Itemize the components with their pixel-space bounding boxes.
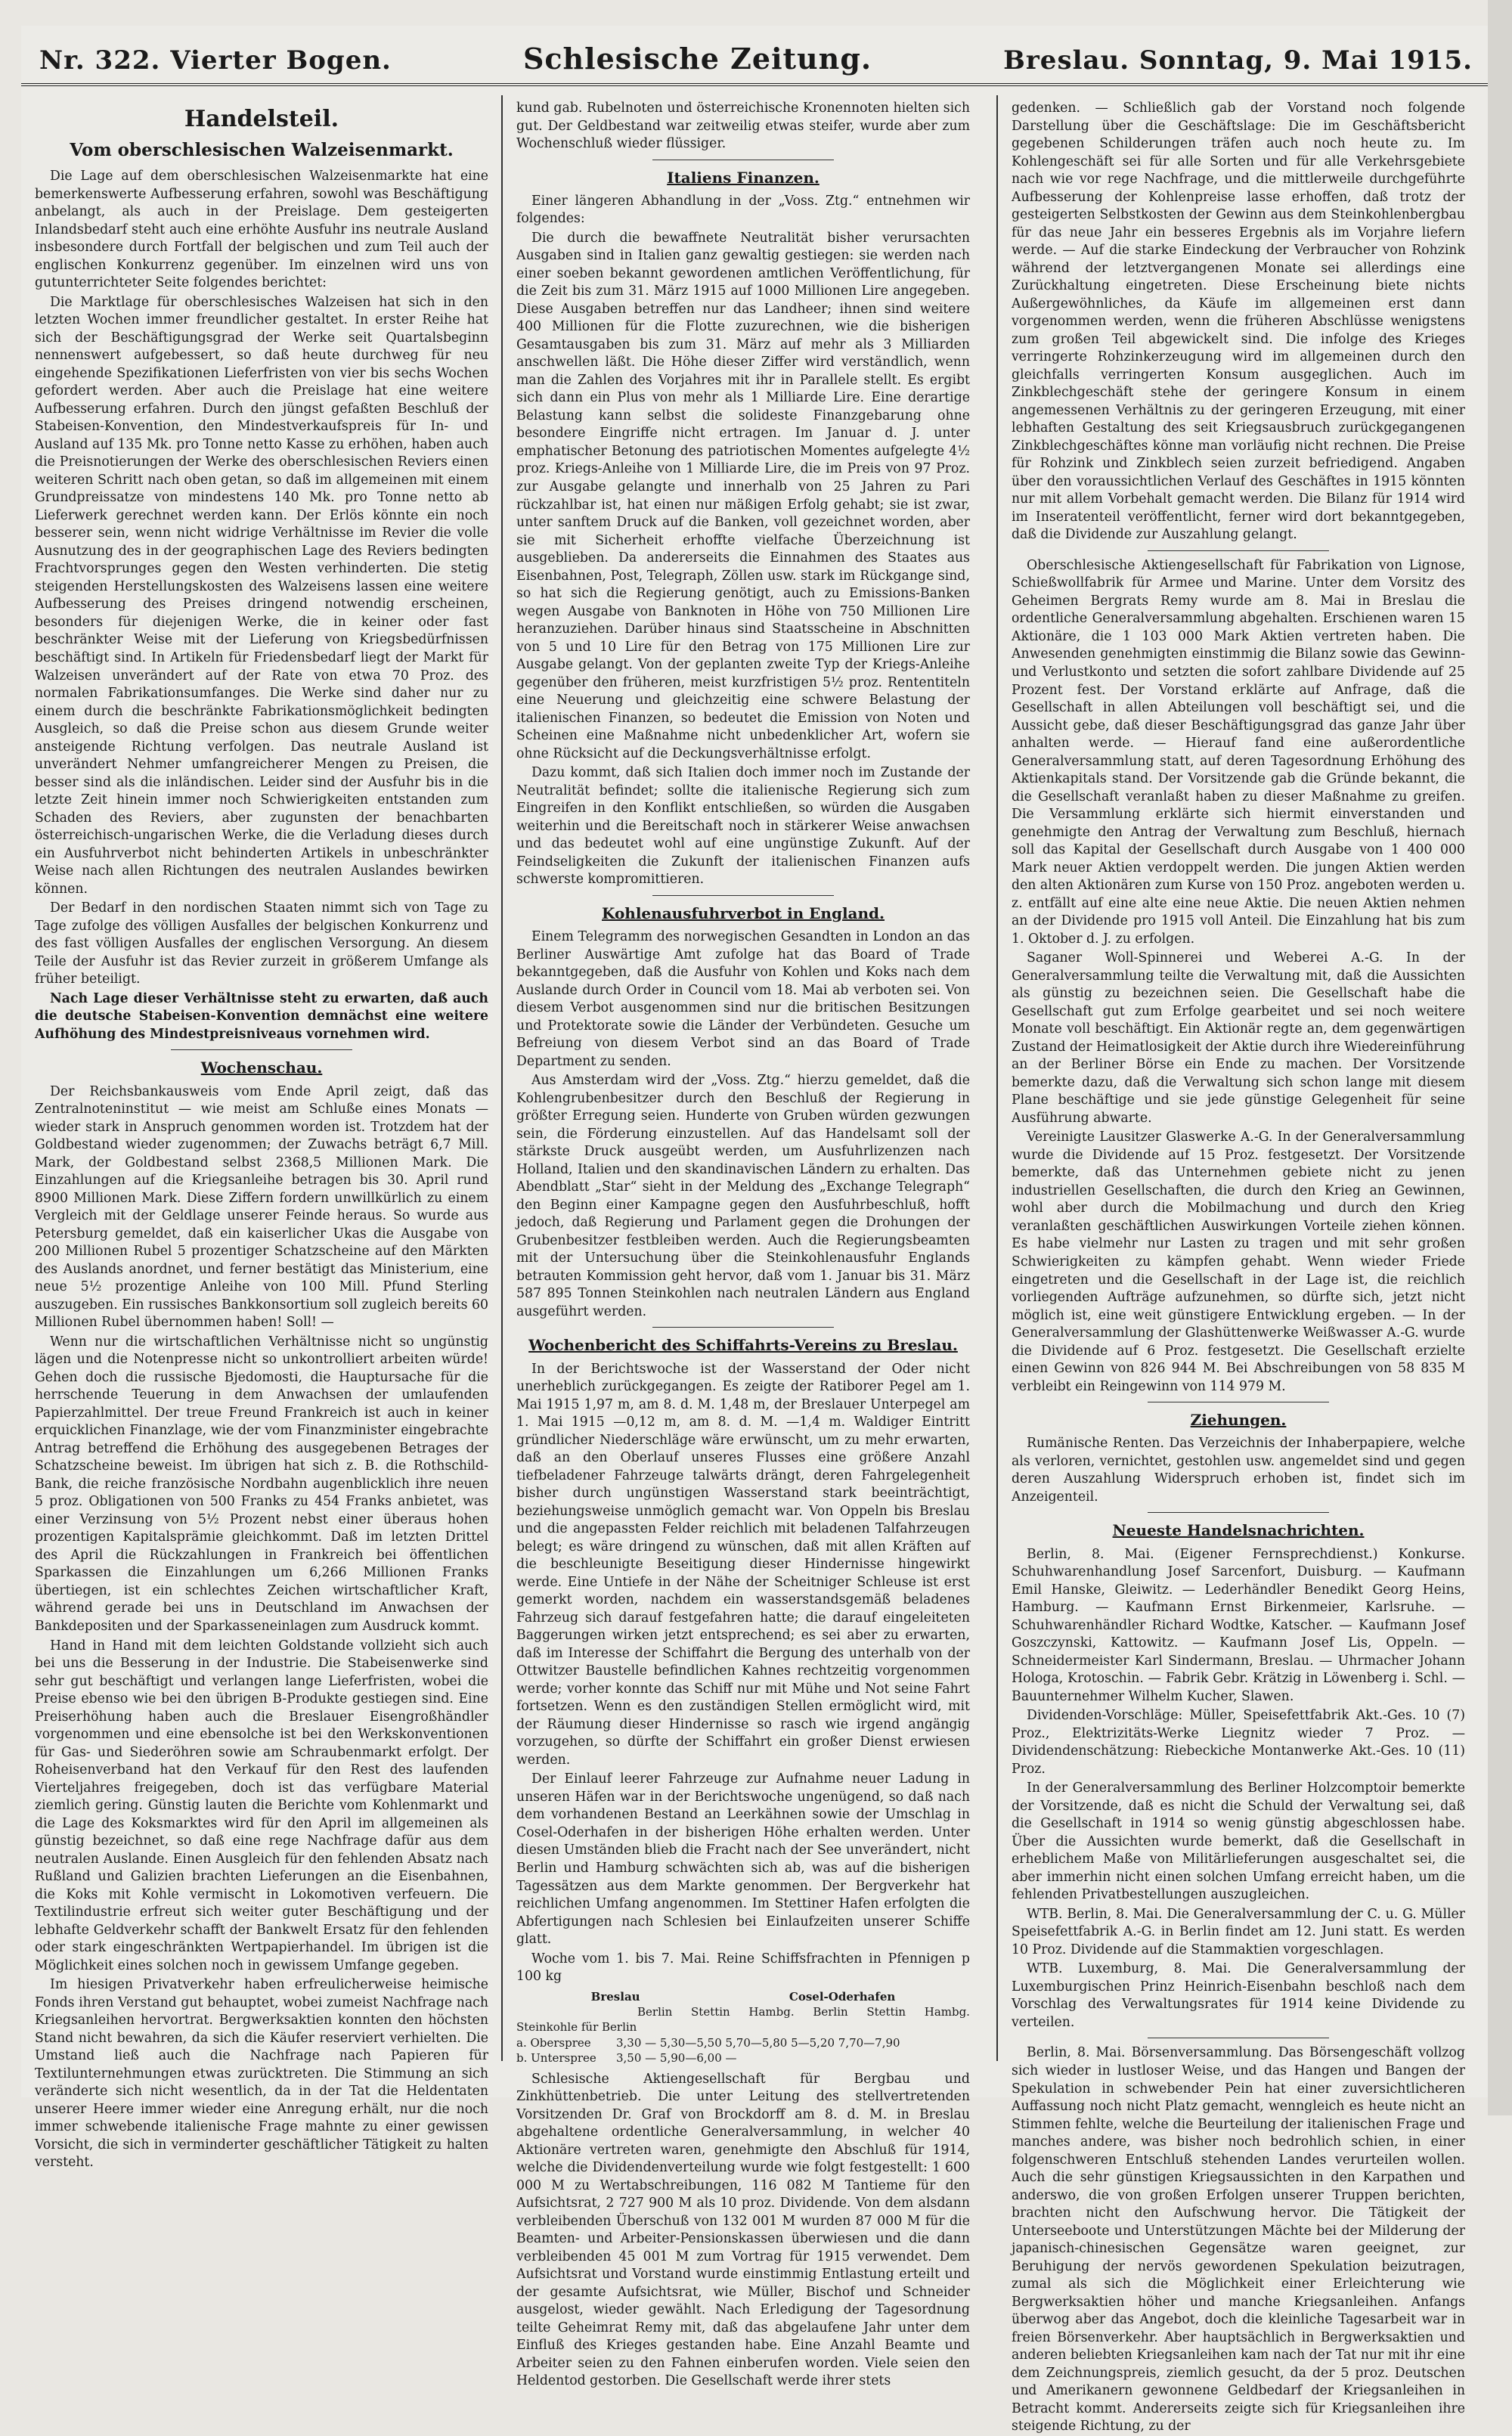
article-paragraph: Berlin, 8. Mai. Börsenversammlung. Das Börsengeschäft vollzog sich wieder in lustloser Weise, und das Hangen und Bangen der Spekulation in schwebender Pein hat einer zuversichtlicheren Auffassung noch nicht Platz gemacht, wenngleich es heute nicht an Stimmen fehlte, welche die Beurteilung der italienischen Frage und manches andere, was bisher noch bedrohlich schien, in einer folgenschweren Entschluß stehenden Landes verurteilen wollen. Auch die sehr günstigen Kriegsaussichten in den Karpathen und anderswo, die von großen Erfolgen unserer Truppen berichten, brachten nicht den Aufschwung hervor. Die Tätigkeit der Unterseeboote und Unterstützungen Mächte bei der Milderung der japanisch-chinesischen Gegensätze waren geeignet, zur Beruhigung der nervös gewordenen Spekulation beizutragen, zumal als sich die Möglichkeit einer Erleichterung wie Bergwerksaktien höher und manche Kriegsanleihen. Anfangs überwog aber das Angebot, doch die kleinliche Tagesarbeit war in freien Börsenverkehr. Aber hauptsächlich in Bergwerksaktien und anderen beliebten Kriegsanleihen kam nach der Tat nur mit ihr eine dem Zeichnungspreis, ziemlich gesucht, da der 5 proz. Deutschen und Amerikanern gewonnene Geldbedarf der Kriegsanleihen in Betracht kommt. Andererseits zeigte sich für Kriegsanleihen ihre steigende Richtung, zu der (1012, 2045, 1465, 2434)
article-paragraph: In der Berichtswoche ist der Wasserstand der Oder nicht unerheblich zurückgegangen. Es zeigte der Ratiborer Pegel am 1. Mai 1915 1,97 m, am 8. d. M. 1,48 m, der Breslauer Unterpegel am 1. Mai 1915 —0,12 m, am 8. d. M. —1,4 m. Waldiger Eintritt gründlicher Niederschläge wäre erwünscht, um zu mehr erwarten, daß an den Oberlauf unseres Flusses eine größere Anzahl tiefbeladener Fahrzeuge talwärts drängt, deren Fahrgelegenheit bisher durch ungünstigen Wasserstand stark beeinträchtigt, beziehungsweise unmöglich gemacht war. Von Oppeln bis Breslau und die angepassten Felder reichlich mit beladenen Talfahrzeugen belegt; es wäre dringend zu wünschen, daß mit allen Kräften auf die beschleunigte Beseitigung dieser Hindernisse hingewirkt werde. Eine Untiefe in der Nähe der Scheitniger Schleuse ist erst gemerkt worden, nachdem ein wasserstandsgemäß beladenes Fahrzeug sich darauf festgefahren hatte; die darauf eingeleiteten Baggerungen wirken jetzt entsprechend; es sei aber zu erwarten, daß im Interesse der Schiffahrt die Bergung des unterhalb von der Ottwitzer Baustelle befindlichen Kahnes rechtzeitig vorgenommen werde; vorher konnte das Schiff nur mit Mühe und Not seine Fahrt fortsetzen. Wenn es den zuständigen Stellen ermöglicht wird, mit der Räumung dieser Hindernisse so rasch wie irgend angängig vorzugehen, so dürfte der Schiffahrt ein großer Dienst erwiesen werden. (516, 1361, 970, 1768)
column-rule (501, 95, 503, 2061)
article-paragraph: Schlesische Aktiengesellschaft für Bergbau und Zinkhüttenbetrieb. Die unter Leitung des stellvertretenden Vorsitzenden Dr. Graf von Brockdorff am 8. d. M. in Breslau abgehaltene ordentliche Generalversammlung, in welcher 40 Aktionäre vertreten waren, genehmigte den Abschluß für 1914, welche die Dividendenverteilung wurde wie folgt festgestellt: 1 600 000 M zu Wertabschreibungen, 116 082 M Tantieme für den Aufsichtsrat, 2 727 900 M als 10 proz. Dividende. Von dem alsdann verbleibenden Überschuß von 132 001 M wurden 87 000 M für die Beamten- und Arbeiter-Pensionskassen überwiesen und die dann verbleibenden 45 001 M zum Vortrag für 1915 verwendet. Dem Aufsichtsrat und Vorstand wurde einstimmig Entlastung erteilt und der gesamte Aufsichtsrat, wie Müller, Bischof und Schneider ausgelost, wieder gewählt. Nach Erledigung der Tagesordnung teilte Geheimrat Remy mit, daß das abgelaufene Jahr unter dem Einfluß des Krieges gestanden habe. Eine Anzahl Beamte und Arbeiter seien zu den Fahnen einberufen worden. Viele seien den Heldentod gestorben. Die Gesellschaft werde ihrer stets (516, 2071, 970, 2389)
section-title: Handelsteil. (184, 106, 339, 132)
freight-col-header: Stettin (866, 2005, 906, 2019)
freight-col-header: Stettin (691, 2005, 730, 2019)
article-paragraph: Dividenden-Vorschläge: Müller, Speisefettfabrik Akt.-Ges. 10 (7) Proz., Elektrizitäts-Werke Liegnitz wieder 7 Proz. — Dividendenschätzung: Riebeckiche Montanwerke Akt.-Ges. 10 (11) Proz. (1012, 1708, 1465, 1777)
freight-row-values: 3,30 — 5,30—5,50 5,70—5,80 5—5,20 7,70—7,90 (616, 2035, 900, 2050)
article-paragraph: Hand in Hand mit dem leichten Goldstande vollzieht sich auch bei uns die Besserung in der Industrie. Die Stabeisenwerke sind sehr gut beschäftigt und verlangen lange Lieferfristen, wobei die Preise ebenso wie bei den übrigen B-Produkte gestiegen sind. Eine Preiserhöhung haben auch die Breslauer Eisengroßhändler vorgenommen und eine ebensolche ist bei den Werkskonventionen für Gas- und Siederöhren sowie am Schraubenmarkt erfolgt. Der Roheisenverband hat den Verkauf für den Rest des laufenden Vierteljahres freigegeben, doch ist das verfügbare Material ziemlich gering. Günstig lauten die Berichte vom Kohlenmarkt und die Lage des Koksmarktes wird für den April im allgemeinen als günstig bezeichnet, so daß eine rege Nachfrage dafür aus dem neutralen Auslande. Einen Ausgleich für den fehlenden Absatz nach Rußland und Galizien brachten Lieferungen an die Eisenbahnen, die Koks mit Kohle vermischt in Lokomotiven verfeuern. Die Textilindustrie erfreut sich weiter guter Beschäftigung und der lebhafte Geldverkehr schafft der Bankwelt Ersatz für den fehlenden oder stark eingeschränkten Wertpapierhandel. Im übrigen ist die Möglichkeit eines solchen noch in gewissem Umfange gegeben. (35, 1638, 488, 1973)
freight-row (516, 2035, 970, 2050)
article-paragraph: Der Einlauf leerer Fahrzeuge zur Aufnahme neuer Ladung in unseren Häfen war in der Berichtswoche ungenügend, so daß nach dem vorhandenen Bestand an Leerkähnen sowie der Umschlag in Cosel-Oderhafen in der bisherigen Höhe erhalten werden. Unter diesen Umständen blieb die Fracht nach der See unverändert, nicht Berlin und Hamburg schwächten sich ab, was auf die bisherigen Tagessätzen aus dem Markte genommen. Der Bergverkehr hat reichlichen Umfang angenommen. Im Stettiner Hafen erfolgten die Abfertigungen nach Schlesien bei Einlaufzeiten unserer Schiffe glatt. (516, 1771, 970, 1948)
column-1 (35, 100, 488, 2171)
article-paragraph: Rumänische Renten. Das Verzeichnis der Inhaberpapiere, welche als verloren, vernichtet, gestohlen usw. angemeldet sind und gegen deren Auszahlung Widerspruch erhoben ist, findet sich im Anzeigenteil. (1012, 1436, 1465, 1505)
masthead (21, 26, 1491, 86)
article-title: Ziehungen. (1190, 1411, 1287, 1430)
article-paragraph: Aus Amsterdam wird der „Voss. Ztg.“ hierzu gemeldet, daß die Kohlengrubenbesitzer durch den Beschluß der Regierung in größter Erregung seien. Hunderte von Gruben würden gezwungen sein, die Förderung einzustellen. Auf das Handelsamt soll der stärkste Druck ausgeübt werden, um Ausfuhrlizenzen nach Holland, Italien und den skandinavischen Ländern zu erhalten. Das Abendblatt „Star“ sieht in der Meldung des „Exchange Telegraph“ den Beginn einer Kampagne gegen den Ausfuhrbeschluß, hofft jedoch, daß Regierung und Parlament gegen die Drohungen der Grubenbesitzer festbleiben werden. Auch die Regierungsbeamten mit der Untersuchung über die Steinkohlenausfuhr Englands betrauten Kommission geht hervor, daß vom 1. Januar bis 31. März 587 895 Tonnen Steinkohlen nach neutralen Ländern aus England ausgeführt werden. (516, 1073, 970, 1319)
article-paragraph: In der Generalversammlung des Berliner Holzcomptoir bemerkte der Vorsitzende, daß es nicht die Schuld der Verwaltung sei, daß die Gesellschaft in 1914 so wenig günstig abgeschlossen habe. Über die Aussichten wurde bemerkt, daß die Gesellschaft in erheblichem Maße von Militärlieferungen ausgeschaltet sei, die aber immerhin nicht einen solchen Umfang erreicht haben, um die fehlenden Privatbestellungen auszugleichen. (1012, 1781, 1465, 1903)
article-paragraph: Woche vom 1. bis 7. Mai. Reine Schiffsfrachten in Pfennigen p 100 kg (516, 1951, 970, 1985)
article-paragraph: Saganer Woll-Spinnerei und Weberei A.-G. In der Generalversammlung teilte die Verwaltung mit, daß die Aussichten als günstig zu bezeichnen seien. Die Gesellschaft habe die Gesellschaft gut zum Erfolge gearbeitet und sei noch weitere Monate voll beschäftigt. Ein Aktionär regte an, dem gegenwärtigen Zustand der Heimatlosigkeit der Aktie durch ihre Wiedereinführung an der Berliner Börse ein Ende zu machen. Der Vorsitzende bemerkte dazu, daß die Verwaltung sich schon lange mit diesem Plane beschäftige und sie jede günstige Gelegenheit für seine Ausführung abwarte. (1012, 950, 1465, 1126)
freight-row (516, 2050, 970, 2066)
article-paragraph: gedenken. — Schließlich gab der Vorstand noch folgende Darstellung über die Geschäftslage: Die im Geschäftsbericht gegebenen Schilderungen träfen auch noch heute zu. Im Kohlengeschäft sei für alle Sorten und für alle Verkehrsgebiete nach wie vor rege Nachfrage, und die mittlerweile durchgeführte Aufbesserung der Kohlenpreise lasse erhoffen, daß trotz der gesteigerten Selbstkosten der Gewinn aus dem Steinkohlenbergbau für das neue Jahr ein besseres Ergebnis als im Vorjahre liefern werde. — Auf die starke Eindeckung der Verbraucher von Rohzink während der letztvergangenen Monate sei allerdings eine Zurückhaltung eingetreten. Diese Erscheinung biete nichts Außergewöhnliches, da Käufe im allgemeinen erst dann vorgenommen werden, wenn die früheren Abschlüsse wenigstens zum großen Teil abgewickelt sind. Die infolge des Krieges verringerte Rohzinkerzeugung wird im allgemeinen durch den gleichfalls verringerten Konsum ausgeglichen. Auch im Zinkblechgeschäft stehe der geringere Konsum in einem angemessenen Verhältnis zu der geringeren Erzeugung, mit einer lebhaften Gestaltung des seit Kriegsausbruch zurückgegangenen Zinkblechgeschäftes könne man vorläufig nicht rechnen. Die Preise für Rohzink und Zinkblech seien zurzeit befriedigend. Angaben über den voraussichtlichen Verlauf des Geschäftes in 1915 könnten nur mit allem Vorbehalt gemacht werden. Die Bilanz für 1914 wird im Inseratenteil veröffentlicht, ferner wird dort bekanntgegeben, daß die Dividende zur Auszahlung gelangt. (1012, 101, 1465, 543)
article-paragraph: Einer längeren Abhandlung in der „Voss. Ztg.“ entnehmen wir folgendes: (516, 193, 970, 227)
article-paragraph: Wenn nur die wirtschaftlichen Verhältnisse nicht so ungünstig lägen und die Notenpresse nicht so unkontrolliert arbeiten würde! Gehen doch die russische Bjedomosti, die Hauptursache für die herrschende Teuerung in dem Anwachsen der umlaufenden Papierzahlmittel. Der treue Freund Frankreich ist auch in keiner erquicklichen Finanzlage, wie der vom Finanzminister eingebrachte Antrag betreffend die Erhöhung des ausgegebenen Betrages der Schatzscheine beweist. Im übrigen hat sich z. B. die Rothschild-Bank, die reiche französische Nordbahn augenblicklich ihre neuen 5 proz. Obligationen von 500 Franks zu 454 Franks anbietet, was einer Verzinsung von 5½ Prozent nebst einer überaus hohen prozentigen Kapitalsprämie gleichkommt. Daß im letzten Drittel des April die Rückzahlungen in Frankreich bei öffentlichen Sparkassen die Einzahlungen um 6,266 Millionen Franks übertiegen, ist ein schlechtes Zeichen wirtschaftlicher Kraft, während gerade bei uns in Deutschland im Anwachsen der Bankdepositen und der Sparkasseneinlagen zum Ausdruck kommt. (35, 1334, 488, 1634)
divider (652, 1327, 834, 1328)
article-paragraph: Oberschlesische Aktiengesellschaft für Fabrikation von Lignose, Schießwollfabrik für Armee und Marine. Unter dem Vorsitz des Geheimen Bergrats Remy wurde am 8. Mai in Breslau die ordentliche Generalversammlung abgehalten. Erschienen waren 15 Aktionäre, die 1 103 000 Mark Aktien vertreten haben. Die Anwesenden genehmigten einstimmig die Bilanz sowie das Gewinn- und Verlustkonto und setzten die sofort zahlbare Dividende auf 25 Prozent fest. Der Vorstand erklärte auf Anfrage, daß die Gesellschaft in allen Abteilungen voll beschäftigt sei, und die Aussicht gebe, daß dieser Beschäftigungsgrad das ganze Jahr über anhalten werde. — Hierauf fand eine außerordentliche Generalversammlung statt, auf deren Tagesordnung Erhöhung des Aktienkapitals stand. Der Vorsitzende gab die Gründe bekannt, die die Gesellschaft veranlaßt haben zu dieser Maßnahme zu greifen. Die Versammlung erklärte sich hiermit einverstanden und genehmigte den Antrag der Verwaltung zum Beschluß, hiernach soll das Kapital der Gesellschaft durch Ausgabe von 1 400 000 Mark neuer Aktien verdoppelt werden. Die jungen Aktien werden den alten Aktionären zum Kurse von 150 Proz. angeboten werden u. z. entfällt auf eine alte eine neue Aktie. Die neuen Aktien nehmen an der Dividende pro 1915 voll Anteil. Die Einzahlung hat bis zum 1. Oktober d. J. zu erfolgen. (1012, 557, 1465, 947)
paper-name: Schlesische Zeitung. (522, 42, 872, 76)
freight-col-header: Berlin (637, 2005, 673, 2019)
freight-row-caption: Steinkohle für Berlin (516, 2020, 637, 2035)
freight-group-header: Breslau (590, 1989, 640, 2004)
article-paragraph: Dazu kommt, daß sich Italien doch immer noch im Zustande der Neutralität befindet; sollte die italienische Regierung sich zum Eingreifen in den Konflikt entschließen, so würden die Ausgaben weiterhin und die Bereitschaft noch in stärkerer Weise anwachsen und das bedeutet wohl auf eine ungünstige Zukunft. Auf der Feindseligkeiten die Zukunft der italienischen Finanzen aufs schwerste kompromittieren. (516, 765, 970, 888)
article-title: Italiens Finanzen. (667, 168, 820, 187)
article-paragraph: Die Lage auf dem oberschlesischen Walzeisenmarkte hat eine bemerkenswerte Aufbesserung erfahren, sowohl was Beschäftigung anbelangt, als auch in der Preislage. Dem gesteigerten Inlandsbedarf steht auch eine erhöhte Ausfuhr ins neutrale Ausland insbesondere durch Fortfall der belgischen und zum Teil auch der englischen Konkurrenz gegenüber. Im einzelnen wird uns von gutunterrichteter Seite folgendes berichtet: (35, 169, 488, 291)
freight-row-label: a. Oberspree (516, 2035, 591, 2050)
article-paragraph: Nach Lage dieser Verhältnisse steht zu erwarten, daß auch die deutsche Stabeisen-Konvention demnächst eine weitere Aufhöhung des Mindestpreisniveaus vornehmen wird. (35, 990, 488, 1042)
freight-group-header: Cosel-Oderhafen (789, 1989, 896, 2004)
freight-table (516, 1989, 970, 2066)
article-title: Vom oberschlesischen Walzeisenmarkt. (70, 139, 454, 160)
article-paragraph: Vereinigte Lausitzer Glaswerke A.-G. In der Generalversammlung wurde die Dividende auf 15 Proz. festgesetzt. Der Vorsitzende bemerkte, daß das Unternehmen gebiete nicht zu jenen industriellen Gesellschaften, die durch den Krieg an Gewinnen, wohl aber durch die Mobilmachung und durch den Krieg veranlaßten geschäftlichen Auswirkungen Vorteile ziehen können. Es habe vielmehr nur Lasten zu tragen und mit sehr großen Schwierigkeiten zu kämpfen gehabt. Wenn wieder Friede eingetreten und die Gesellschaft in der Lage ist, die reichlich vorliegenden Aufträge aufzunehmen, so dürfte sich, jetzt nicht möglich ist, eine weit günstigere Entwicklung ergeben. — In der Generalversammlung der Glashüttenwerke Weißwasser A.-G. wurde die Dividende auf 6 Proz. festgesetzt. Die Gesellschaft erzielte einen Gewinn von 826 944 M. Bei Abschreibungen von 58 835 M verbleibt ein Reingewinn von 114 979 M. (1012, 1130, 1465, 1394)
article-paragraph: WTB. Berlin, 8. Mai. Die Generalversammlung der C. u. G. Müller Speisefettfabrik A.-G. in Berlin findet am 12. Juni statt. Es werden 10 Proz. Dividende auf die Stammaktien vorgeschlagen. (1012, 1906, 1465, 1957)
article-paragraph: Einem Telegramm des norwegischen Gesandten in London an das Berliner Auswärtige Amt zufolge hat das Board of Trade bekanntgegeben, daß die Ausfuhr von Kohlen und Koks nach dem Auslande durch Order in Council vom 18. Mai ab verboten sei. Von diesem Verbot ausgenommen sind nur die britischen Besitzungen und Protektorate sowie die Länder der Verbündeten. Gesuche um Befreiung von diesem Verbot sind an das Board of Trade Department zu senden. (516, 929, 970, 1069)
article-paragraph: Der Reichsbankausweis vom Ende April zeigt, daß das Zentralnoteninstitut — wie meist am Schluße eines Monats — wieder stark in Anspruch genommen worden ist. Trotzdem hat der Goldbestand wieder zugenommen; der Zuwachs beträgt 6,7 Mill. Mark, der Goldbestand selbst 2368,5 Millionen Mark. Die Einzahlungen auf die Kriegsanleihe betragen bis 30. April rund 8900 Millionen Mark. Diese Ziffern fordern unwillkürlich zu einem Vergleich mit der Geldlage unserer Feinde heraus. So wurde aus Petersburg gemeldet, daß ein kaiserlicher Ukas die Ausgabe von 200 Millionen Rubel 5 prozentiger Schatzscheine auf den Märkten des Auslands anordnet, und ferner bestätigt das Ministerium, eine neue 5½ prozentige Anleihe von 100 Mill. Pfund Sterling auszugeben. Ein russisches Bankkonsortium soll zugleich bereits 60 Millionen Rubel übernommen haben! Soll! — (35, 1083, 488, 1331)
freight-col-header: Berlin (813, 2005, 848, 2019)
article-paragraph: Die durch die bewaffnete Neutralität bisher verursachten Ausgaben sind in Italien ganz gewaltig gestiegen: sie werden nach einer soeben bekannt gewordenen amtlichen Veröffentlichung, für die Zeit bis zum 31. März 1915 auf 1000 Millionen Lire angegeben. Diese Ausgaben betreffen nur das Landheer; ihnen sind weitere 400 Millionen für die Flotte zuzurechnen, wie die bisherigen Gesamtausgaben bis zum 31. März auf mehr als 3 Milliarden anschwellen läßt. Die Höhe dieser Ziffer wird verständlich, wenn man die Zahlen des Vorjahres mit ihr in Parallele stellt. Es ergibt sich dann ein Plus von mehr als 1 Milliarde Lire. Eine derartige Belastung kann selbst die solideste Finanzgebarung ohne besondere Eingriffe nicht ertragen. Im Januar d. J. unter emphatischer Betonung des patriotischen Momentes aufgelegte 4½ proz. Kriegs-Anleihe von 1 Milliarde Lire, die im Preis von 97 Proz. zur Ausgabe gelangte und innerhalb von 25 Jahren zu Pari rückzahlbar ist, hat einen nur mäßigen Erfolg gehabt; sie ist zwar, unter sanftem Druck auf die Banken, voll gezeichnet worden, aber sie mit Sicherheit erhoffte vielfache Überzeichnung ist ausgeblieben. Da andererseits die Einnahmen des Staates aus Eisenbahnen, Post, Telegraph, Zöllen usw. stark im Rückgange sind, so hat sich die Regierung genötigt, auch zu Emissions-Banken wegen Ausgabe von Banknoten in Höhe von 750 Millionen Lire heranzuziehen. Darüber hinaus sind Staatsscheine in Abschnitten von 5 und 10 Lire für den Betrag von 175 Millionen Lire zur Ausgabe gelangt. Von der geplanten zweite Typ der Kriegs-Anleihe gegenüber den früheren, meist kurzfristigen 5½ proz. Rententiteln eine Neuerung und gleichzeitig eine schwere Belastung der italienischen Finanzen, so bedeutet die Emission von Noten und Scheinen eine Maßnahme nicht unbedenklicher Art, wofern sie ohne Rücksicht auf die Deckungsverhältnisse erfolgt. (516, 230, 970, 761)
column-2 (516, 100, 970, 2389)
divider (1148, 1512, 1329, 1513)
divider (1148, 550, 1329, 551)
article-paragraph: Der Bedarf in den nordischen Staaten nimmt sich von Tage zu Tage zufolge des völligen Ausfalles der belgischen Konkurrenz und des fast völligen Ausfalles der englischen Versorgung. An diesem Teile der Ausfuhr ist das Revier zurzeit in größerem Umfange als früher beteiligt. (35, 900, 488, 987)
divider (171, 1049, 352, 1050)
article-title: Wochenschau. (200, 1058, 323, 1077)
freight-col-header: Hambg. (748, 2005, 795, 2019)
divider (652, 895, 834, 896)
page-edge (1488, 0, 1512, 2115)
article-paragraph: Die Marktlage für oberschlesisches Walzeisen hat sich in den letzten Wochen immer freundlicher gestaltet. In erster Reihe hat sich der Beschäftigungsgrad der Werke seit Quartalsbeginn nennenswert aufgebessert, so daß heute durchweg für neu eingehende Spezifikationen Lieferfristen von vier bis sechs Wochen gefordert werden. Aber auch die Preislage hat eine weitere Aufbesserung erfahren. Durch den jüngst gefaßten Beschluß der Stabeisen-Konvention, den Mindestverkaufspreis für In- und Ausland auf 135 Mk. pro Tonne netto Kasse zu erhöhen, haben auch die Preisnotierungen der Werke des oberschlesischen Reviers einen weiteren Schritt nach oben getan, so daß im allgemeinen mit einem Grundpreissatze von mindestens 140 Mk. pro Tonne netto ab Lieferwerk gerechnet werden kann. Der Erlös könnte ein noch besserer sein, wenn nicht widrige Verhältnisse im Revier die volle Ausnutzung des in der geographischen Lage des Reviers bedingten Frachtvorsprunges gegen den Westen verhinderten. Die stetig steigenden Herstellungskosten des Walzeisens lassen eine weitere Aufbesserung des Preises dringend notwendig erscheinen, besonders für diejenigen Werke, die in keiner oder fast beschränkter Weise mit der Lieferung von Kriegsbedürfnissen beschäftigt sind. In Artikeln für Friedensbedarf liegt der Markt für Walzeisen unverändert auf der Rate von etwa 70 Proz. des normalen Fabrikationsumfanges. Die Werke sind daher nur zu einem durch die beschränkte Fabrikationsmöglichkeit bedingten Ausgleich, so daß die Preise schon aus diesem Grunde weiter ansteigende Richtung verfolgen. Das neutrale Ausland ist unverändert Nehmer umfangreicherer Mengen zu Preisen, die besser sind als die inländischen. Leider sind der Ausfuhr bis in die letzte Zeit hinein immer noch Schwierigkeiten entstanden zum Schaden des Reviers, aber zugunsten der benachbarten österreichisch-ungarischen Werke, die die Verladung dieses durch ein Ausfuhrverbot nicht behinderten Artikels in unbeschränkter Weise nach allen Richtungen des neutralen Auslandes bewirken können. (35, 294, 488, 897)
freight-col-header: Hambg. (924, 2005, 970, 2019)
article-paragraph: kund gab. Rubelnoten und österreichische Kronennoten hielten sich gut. Der Geldbestand war zeitweilig etwas steifer, wurde aber zum Wochenschluß wieder flüssiger. (516, 101, 970, 152)
issue-number: Nr. 322. Vierter Bogen. (39, 45, 392, 76)
column-rule (996, 95, 998, 2061)
place-date: Breslau. Sonntag, 9. Mai 1915. (1003, 45, 1473, 76)
article-paragraph: Berlin, 8. Mai. (Eigener Fernsprechdienst.) Konkurse. Schuhwarenhandlung Josef Sarcenfort, Duisburg. — Kaufmann Emil Hanske, Gleiwitz. — Lederhändler Benedikt Georg Heins, Hamburg. — Kaufmann Ernst Birkenmeier, Karlsruhe. — Schuhwarenhändler Richard Wodtke, Katscher. — Kaufmann Josef Goszczynski, Kattowitz. — Kaufmann Josef Lis, Oppeln. — Schneidermeister Karl Sindermann, Breslau. — Uhrmacher Johann Hologa, Krotoschin. — Fabrik Gebr. Krätzig in Löwenberg i. Schl. — Bauunternehmer Wilhelm Kucher, Slawen. (1012, 1546, 1465, 1704)
article-title: Kohlenausfuhrverbot in England. (602, 903, 885, 922)
newspaper-page (21, 26, 1491, 2434)
article-title: Wochenbericht des Schiffahrts-Vereins zu Breslau. (528, 1336, 958, 1355)
article-paragraph: WTB. Luxemburg, 8. Mai. Die Generalversammlung der Luxemburgischen Prinz Heinrich-Eisenbahn beschloß nach dem Vorschlag des Verwaltungsrates für 1914 keine Dividende zu verteilen. (1012, 1961, 1465, 2030)
column-3 (1012, 100, 1465, 2434)
freight-row-label: b. Unterspree (516, 2051, 596, 2066)
article-title: Neueste Handelsnachrichten. (1112, 1521, 1365, 1540)
article-paragraph: Im hiesigen Privatverkehr haben erfreulicherweise heimische Fonds ihren Verstand gut behauptet, wobei zumeist Nachfrage nach Kriegsanleihen hervortrat. Bergwerksaktien konnten den höchsten Stand nicht bewahren, da sich die Käufer reserviert verhielten. Die Umstand ließ auch die Nachfrage nach Papieren für Textilunternehmungen etwas zurücktreten. Die Stimmung an sich veränderte sich nicht wesentlich, da in der Tat die Heldentaten unserer Heere immer wieder eine Anregung erhält, nur die noch immer schwebende italienische Frage mahnte zu einer gewissen Vorsicht, die sich in verminderter geschäftlicher Tätigkeit zu halten versteht. (35, 1977, 488, 2171)
freight-row-values: 3,50 — 5,90—6,00 — (616, 2051, 737, 2066)
